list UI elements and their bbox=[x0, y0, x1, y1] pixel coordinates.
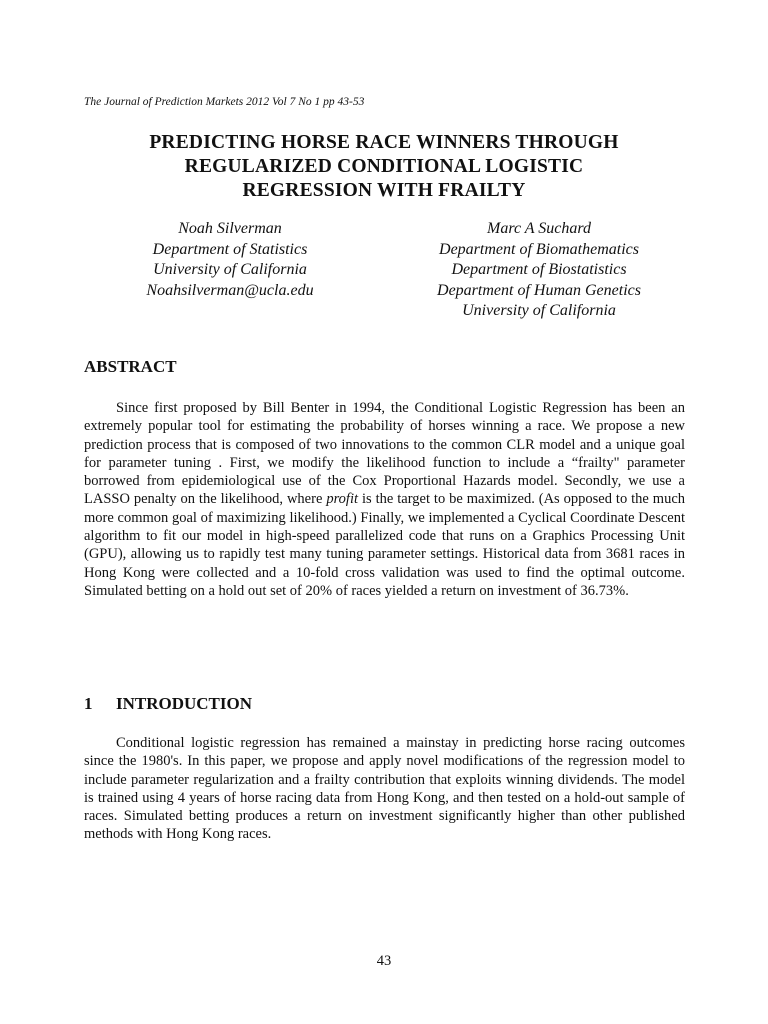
abstract-text: is the target to be maximized. (As opposed to the much more common goal of maximizing likelihood.) Finally, we implemented a Cyclical Coordinate Descent algorithm to fit our model in high-speed parallelized code that runs on a Graphics Processing Unit (GPU), allowing us to rapidly test many tuning parameter settings. Historical data from 3681 races in Hong Kong were collected and a 10-fold cross validation was used to find the optimal outcome. Simulated betting on a hold out set of 20% of races yielded a return on investment of 36.73%. bbox=[84, 491, 686, 599]
paper-title bbox=[60, 131, 708, 203]
author-name: Marc A Suchard bbox=[487, 220, 591, 237]
author-block-2 bbox=[396, 219, 682, 322]
introduction-paragraph: Conditional logistic regression has remained a mainstay in predicting horse racing outcomes since the 1980's. In this paper, we propose and apply novel modifications of the regression model to include parameter regularization and a frailty contribution that exploits winning dividends. The model is trained using 4 years of horse racing data from Hong Kong, and then tested on a hold-out sample of races. Simulated betting produces a return on investment significantly higher than other published methods with Hong Kong races. bbox=[84, 735, 685, 843]
author-email: Noahsilverman@ucla.edu bbox=[146, 281, 314, 299]
journal-citation: The Journal of Prediction Markets 2012 Vol 7 No 1 pp 43-53 bbox=[84, 96, 365, 108]
section-title: INTRODUCTION bbox=[116, 694, 253, 713]
abstract-emphasis: profit bbox=[326, 491, 359, 508]
author-affiliation: University of California bbox=[462, 302, 616, 319]
author-affiliation: Department of Biostatistics bbox=[451, 261, 627, 278]
abstract-text: Since first proposed by Bill Benter in 1994, the Conditional Logistic Regression has been an extremely popular tool for estimating the probability of horses winning a race. We propose a new prediction process that is composed of two innovations to the common CLR model and a unique goal for parameter tuning . First, we modify the likelihood function to include a “frailty" parameter borrowed from epidemiological use of the Cox Proportional Hazards model. Secondly, we use a LASSO penalty on the likelihood, where bbox=[84, 400, 685, 508]
author-block-1 bbox=[96, 219, 364, 301]
title-line: REGRESSION WITH FRAILTY bbox=[242, 180, 526, 201]
page-number: 43 bbox=[376, 953, 392, 969]
author-affiliation: University of California bbox=[153, 261, 307, 278]
author-name: Noah Silverman bbox=[178, 220, 282, 237]
abstract-paragraph bbox=[84, 399, 685, 600]
abstract-heading: ABSTRACT bbox=[84, 357, 177, 376]
introduction-heading bbox=[84, 694, 252, 714]
title-line: PREDICTING HORSE RACE WINNERS THROUGH bbox=[149, 132, 619, 153]
author-affiliation: Department of Human Genetics bbox=[437, 281, 641, 299]
author-affiliation: Department of Statistics bbox=[152, 240, 308, 258]
author-affiliation: Department of Biomathematics bbox=[439, 240, 639, 258]
section-number: 1 bbox=[84, 694, 93, 713]
title-line: REGULARIZED CONDITIONAL LOGISTIC bbox=[184, 156, 584, 177]
